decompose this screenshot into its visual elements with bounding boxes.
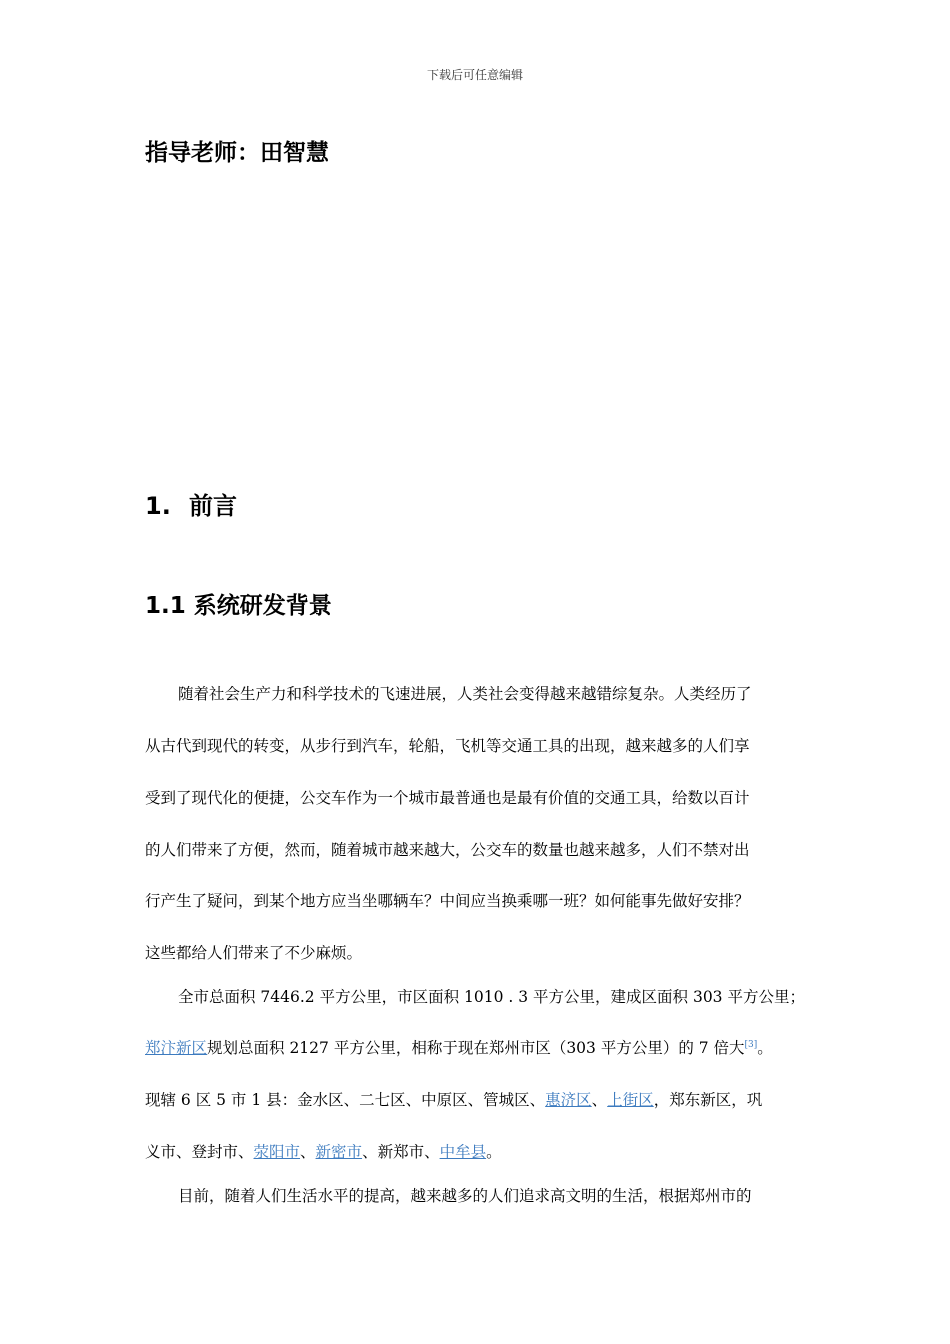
link-zhengbian[interactable]: 郑汴新区 xyxy=(145,1039,208,1057)
para2-line: 全市总面积 7446.2 平方公里，市区面积 1010 . 3 平方公里，建成区面积 303 平方公里； xyxy=(178,988,805,1006)
section-1-number: 1. xyxy=(145,492,171,520)
section-1-title: 前言 xyxy=(189,492,237,520)
section-1-1-heading: 1.1 系统研发背景 xyxy=(145,593,332,619)
para2-text: 、 xyxy=(591,1091,608,1109)
link-xinmi[interactable]: 新密市 xyxy=(315,1143,363,1161)
reference-link[interactable]: [3] xyxy=(744,1039,758,1050)
para2-text: ，郑东新区，巩 xyxy=(653,1091,763,1109)
para2-line xyxy=(145,1088,762,1110)
advisor-heading: 指导老师：田智慧 xyxy=(145,140,329,166)
para1-line: 随着社会生产力和科学技术的飞速进展，人类社会变得越来越错综复杂。人类经历了 xyxy=(178,685,752,703)
para2-line xyxy=(145,1140,502,1162)
para1-line: 行产生了疑问，到某个地方应当坐哪辆车？中间应当换乘哪一班？如何能事先做好安排？ xyxy=(145,892,750,910)
para2-text: 现辖 6 区 5 市 1 县：金水区、二七区、中原区、管城区、 xyxy=(145,1091,546,1109)
para2-line xyxy=(145,1036,773,1058)
para3-line: 目前，随着人们生活水平的提高，越来越多的人们追求高文明的生活，根据郑州市的 xyxy=(178,1187,752,1205)
para1-line: 这些都给人们带来了不少麻烦。 xyxy=(145,944,363,962)
link-shangjie[interactable]: 上街区 xyxy=(607,1091,654,1109)
link-xingyang[interactable]: 荥阳市 xyxy=(253,1143,301,1161)
para1-line: 受到了现代化的便捷，公交车作为一个城市最普通也是最有价值的交通工具，给数以百计 xyxy=(145,789,750,807)
para2-text: 。 xyxy=(486,1143,502,1161)
para2-text: 、 xyxy=(300,1143,316,1161)
para2-text: 规划总面积 2127 平方公里，相称于现在郑州市区（303 平方公里）的 7 倍大 xyxy=(207,1039,745,1057)
para1-line: 的人们带来了方便，然而，随着城市越来越大，公交车的数量也越来越多，人们不禁对出 xyxy=(145,841,750,859)
page-header: 下载后可任意编辑 xyxy=(426,68,523,82)
para1-line: 从古代到现代的转变，从步行到汽车，轮船，飞机等交通工具的出现，越来越多的人们享 xyxy=(145,737,750,755)
section-1-heading xyxy=(145,486,237,521)
para2-text: 义市、登封市、 xyxy=(145,1143,254,1161)
para2-text: 、新郑市、 xyxy=(362,1143,440,1161)
link-zhongmou[interactable]: 中牟县 xyxy=(439,1143,487,1161)
para2-text: 。 xyxy=(757,1039,773,1057)
link-huiji[interactable]: 惠济区 xyxy=(545,1091,592,1109)
